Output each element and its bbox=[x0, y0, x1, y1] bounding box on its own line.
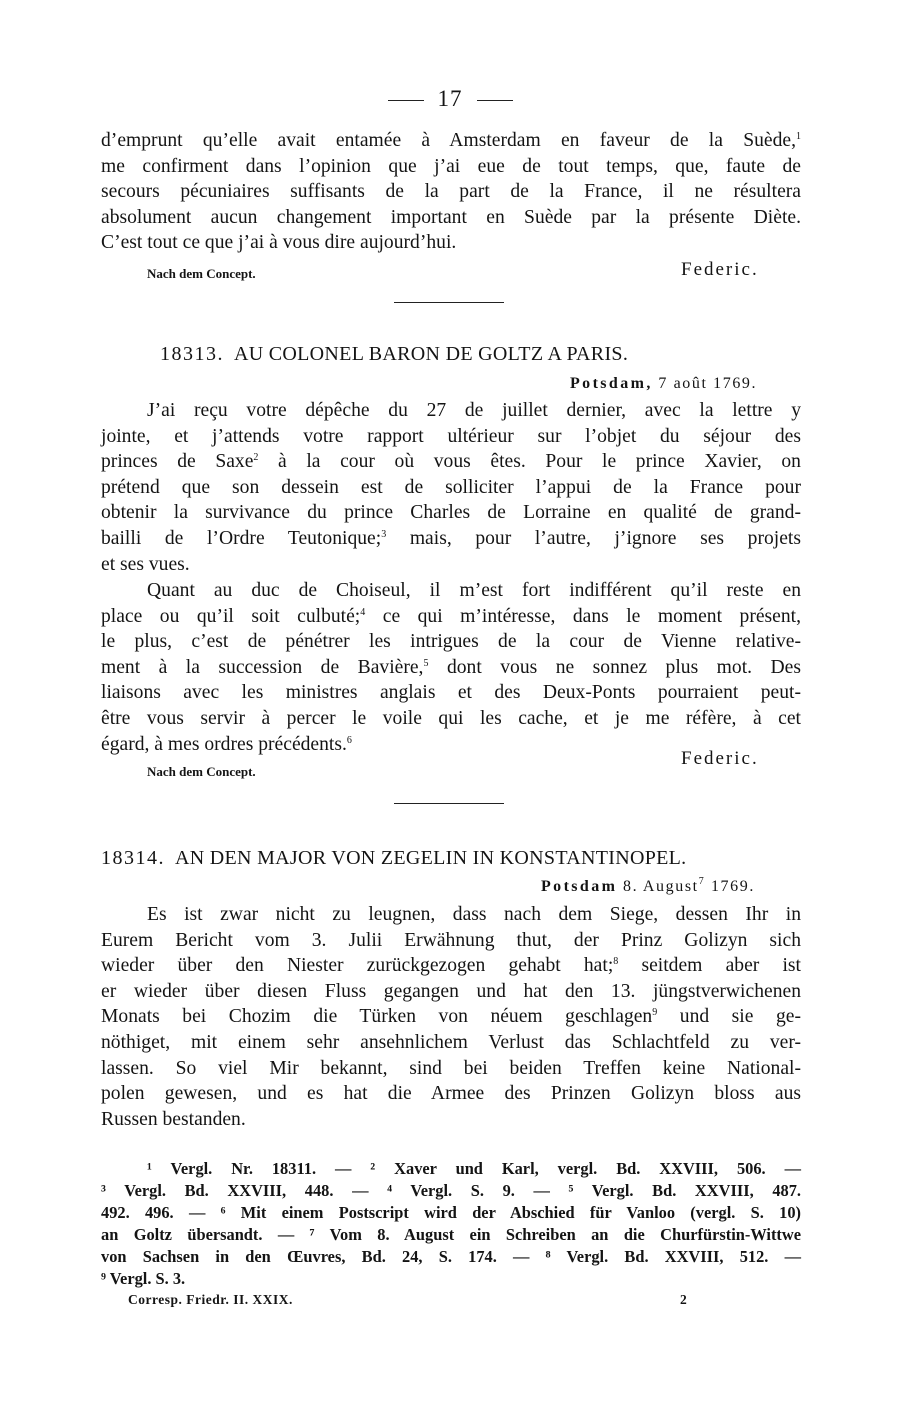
letter-dateline: Potsdam, 7 août 1769. bbox=[570, 375, 758, 392]
source-note: Nach dem Concept. bbox=[147, 266, 256, 281]
page-number-dash-right bbox=[477, 100, 513, 101]
footnote-ref: 6 bbox=[346, 734, 352, 746]
text-line: prétend que son dessein est de solliciter l’appui de la France pour bbox=[101, 476, 801, 498]
letter-heading bbox=[160, 343, 860, 366]
letter-paragraph bbox=[101, 398, 801, 577]
letter-heading bbox=[101, 847, 801, 870]
source-note: Nach dem Concept. bbox=[147, 764, 256, 779]
text-line: C’est tout ce que j’ai à vous dire aujourd’hui. bbox=[101, 232, 457, 254]
text-line: nöthiget, mit einem sehr ansehnlichem Verlust das Schlachtfeld zu ver- bbox=[101, 1031, 801, 1053]
text-line: Es ist zwar nicht zu leugnen, dass nach dem Siege, dessen Ihr in bbox=[147, 904, 801, 925]
separator-rule bbox=[394, 302, 504, 303]
text-line: Monats bei Chozim die Türken von néuem geschlagen$^9$ und sie ge- bbox=[101, 1006, 801, 1028]
text-line: obtenir la survivance du prince Charles de Lorraine en qualité de grand- bbox=[101, 502, 801, 524]
text-line: d’emprunt qu’elle avait entamée à Amsterdam en faveur de la Suède,$^1$ bbox=[101, 130, 801, 151]
footnote-ref: 7 bbox=[698, 876, 706, 887]
text-line: Russen bestanden. bbox=[101, 1108, 246, 1130]
text-line: secours pécuniaires suffisants de la part de la France, il ne résultera bbox=[101, 181, 801, 203]
text-line: égard, à mes ordres précédents.$^6$ bbox=[101, 733, 352, 755]
text-line: me confirment dans l’opinion que j’ai eue de tout temps, que, faute de bbox=[101, 155, 801, 177]
text-line: polen gewesen, und es hat die Armee des Prinzen Golizyn bloss aus bbox=[101, 1083, 801, 1105]
footnote-line: ³ Vergl. Bd. XXVIII, 448. — ⁴ Vergl. S. 9. — ⁵ Vergl. Bd. XXVIII, 487. bbox=[101, 1181, 801, 1200]
letter-paragraph bbox=[101, 902, 801, 1132]
footnote-line: an Goltz übersandt. — ⁷ Vom 8. August ein Schreiben an die Churfürstin-Wittwe bbox=[101, 1225, 801, 1244]
text-line: liaisons avec les ministres anglais et des Deux-Ponts pourraient peut- bbox=[101, 682, 801, 704]
text-line: ment à la succession de Bavière,$^5$ dont vous ne sonnez plus mot. Des bbox=[101, 656, 801, 678]
page-number-row bbox=[0, 86, 900, 112]
text-line: lassen. So viel Mir bekannt, sind bei beiden Treffen keine National- bbox=[101, 1057, 801, 1079]
page-number: 17 bbox=[437, 86, 463, 111]
text-line: er wieder über diesen Fluss gegangen und hat den 13. jüngstverwichenen bbox=[101, 980, 801, 1002]
letter-number: 18314. bbox=[101, 847, 165, 869]
letter-title: AU COLONEL BARON DE GOLTZ A PARIS. bbox=[234, 343, 629, 365]
text-line: jointe, et j’attends votre rapport ultérieur sur l’objet du séjour des bbox=[101, 425, 801, 447]
footnote-ref: 1 bbox=[796, 131, 801, 142]
text-line: wieder über den Niester zurückgezogen gehabt hat;$^8$ seitdem aber ist bbox=[101, 955, 801, 977]
letter-title: AN DEN MAJOR VON ZEGELIN IN KONSTANTINOPEL. bbox=[175, 847, 687, 869]
text-line: absolument aucun changement important en Suède par la présente Diète. bbox=[101, 206, 801, 228]
footnote-ref: 4 bbox=[360, 606, 366, 618]
text-line: place ou qu’il soit culbuté;$^4$ ce qui m’intéresse, dans le moment présent, bbox=[101, 605, 801, 627]
footer-sheet-number: 2 bbox=[680, 1292, 687, 1307]
footnote-line: 492. 496. — ⁶ Mit einem Postscript wird der Abschied für Vanloo (vergl. S. 10) bbox=[101, 1203, 801, 1222]
footnotes bbox=[101, 1158, 801, 1290]
text-line: J’ai reçu votre dépêche du 27 de juillet dernier, avec la lettre y bbox=[147, 400, 801, 421]
text-line: Quant au duc de Choiseul, il m’est fort indifférent qu’il reste en bbox=[147, 580, 801, 601]
letter-number: 18313. bbox=[160, 343, 224, 365]
text-line: princes de Saxe$^2$ à la cour où vous êtes. Pour le prince Xavier, on bbox=[101, 451, 801, 473]
footnote-ref: 5 bbox=[423, 657, 429, 669]
footnote-ref: 3 bbox=[381, 528, 387, 540]
footnote-ref: 9 bbox=[652, 1007, 658, 1019]
signature: Federic. bbox=[681, 748, 759, 769]
letter-dateline: Potsdam 8. August$^7$ 1769. bbox=[541, 876, 755, 895]
page-number-dash-left bbox=[388, 100, 424, 101]
text-line: le plus, c’est de pénétrer les intrigues de la cour de Vienne relative- bbox=[101, 631, 801, 653]
text-line: Eurem Bericht vom 3. Julii Erwähnung thut, der Prinz Golizyn sich bbox=[101, 929, 801, 951]
signature: Federic. bbox=[681, 259, 759, 280]
letter-top-text bbox=[101, 128, 801, 256]
footnote-ref: 8 bbox=[613, 956, 619, 968]
text-line: être vous servir à percer le voile qui les cache, et je me réfère, à cet bbox=[101, 707, 801, 729]
text-line: bailli de l’Ordre Teutonique;$^3$ mais, pour l’autre, j’ignore ses projets bbox=[101, 527, 801, 549]
footer-signature-mark: Corresp. Friedr. II. XXIX. bbox=[128, 1292, 293, 1307]
letter-paragraph bbox=[101, 578, 801, 757]
footnote-line: ⁹ Vergl. S. 3. bbox=[101, 1269, 186, 1288]
footnote-line: von Sachsen in den Œuvres, Bd. 24, S. 174. — ⁸ Vergl. Bd. XXVIII, 512. — bbox=[101, 1247, 801, 1266]
text-line: et ses vues. bbox=[101, 553, 190, 575]
footnote-line: ¹ Vergl. Nr. 18311. — ² Xaver und Karl, vergl. Bd. XXVIII, 506. — bbox=[147, 1159, 801, 1178]
separator-rule bbox=[394, 803, 504, 804]
footnote-ref: 2 bbox=[253, 452, 259, 464]
